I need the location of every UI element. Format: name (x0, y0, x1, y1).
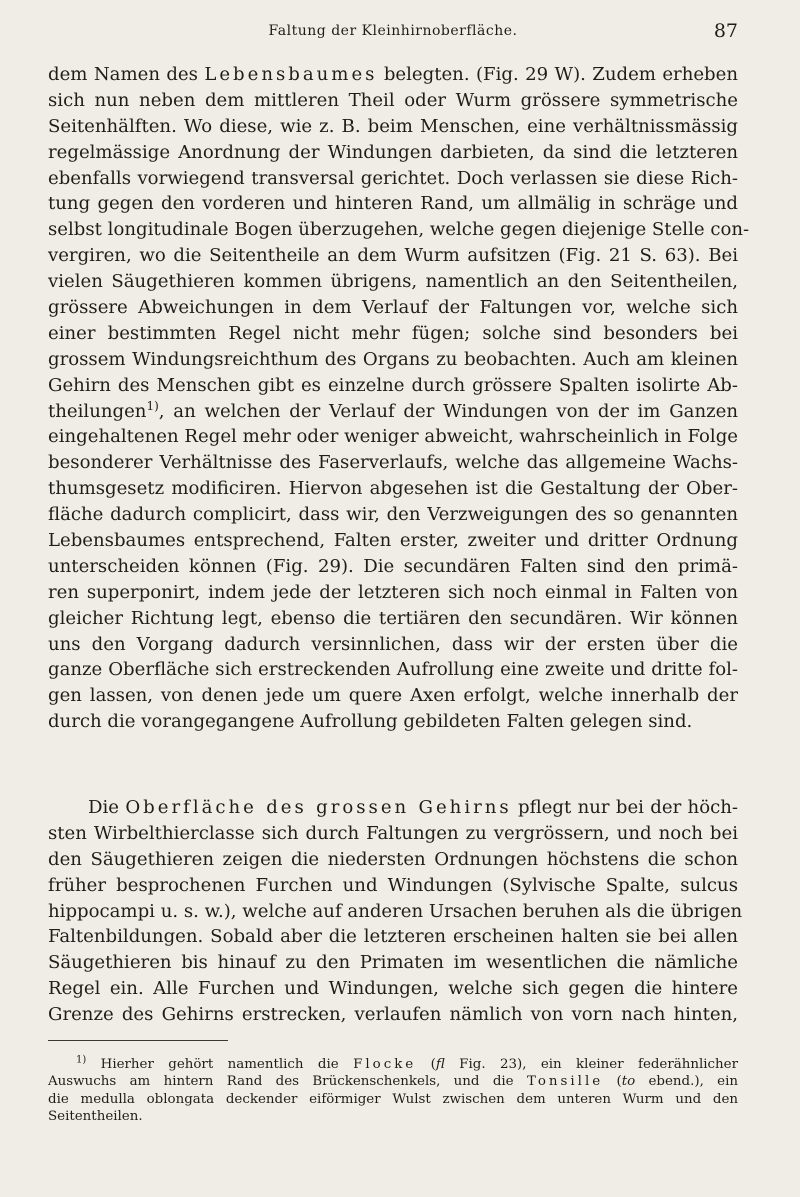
text-line: $^{1)}$ Hierher gehört namentlich die Flocke (fl Fig. 23), ein kleiner federähnlicher (76, 1054, 739, 1072)
paragraph-cerebrum-surface (48, 795, 743, 1028)
text-line: vielen Säugethieren kommen übrigens, namentlich an den Seitentheilen, (48, 271, 738, 293)
text-line: Lebensbaumes entsprechend, Falten erster, zweiter und dritter Ordnung (48, 530, 738, 552)
text-line: selbst longitudinale Bogen überzugehen, welche gegen diejenige Stelle con- (48, 219, 750, 241)
text-line: Seitentheilen. (48, 1108, 143, 1124)
text-line: regelmässige Anordnung der Windungen darbieten, da sind die letzteren (48, 141, 738, 163)
text-line: unterscheiden können (Fig. 29). Die secundären Falten sind den primä- (48, 555, 738, 577)
text-line: ebenfalls vorwiegend transversal gerichtet. Doch verlassen sie diese Rich- (48, 167, 738, 189)
text-line: Faltenbildungen. Sobald aber die letzteren erscheinen halten sie bei allen (48, 926, 738, 948)
text-line: uns den Vorgang dadurch versinnlichen, dass wir der ersten über die (48, 633, 738, 655)
text-line: Gehirn des Menschen gibt es einzelne durch grössere Spalten isolirte Ab- (48, 374, 738, 396)
running-head: Faltung der Kleinhirnoberfläche. (268, 23, 518, 39)
text-line: hippocampi u. s. w.), welche auf anderen Ursachen beruhen als die übrigen (48, 900, 743, 922)
text-line: Regel ein. Alle Furchen und Windungen, welche sich gegen die hintere (48, 978, 738, 1000)
text-line: Seitenhälften. Wo diese, wie z. B. beim Menschen, eine verhältnissmässig (48, 115, 738, 137)
paragraph-cerebellum-folding (48, 62, 750, 735)
page-number: 87 (713, 20, 738, 42)
footnote-reference: 1) (146, 398, 159, 413)
text-line: durch die vorangegangene Aufrollung gebildeten Falten gelegen sind. (48, 711, 693, 733)
emphasis-term: Flocke (353, 1057, 417, 1072)
page-header (48, 20, 738, 46)
text-line: gen lassen, von denen jede um quere Axen erfolgt, welche innerhalb der (48, 685, 738, 707)
text-line: besonderer Verhältnisse des Faserverlaufs, welche das allgemeine Wachs- (48, 452, 738, 474)
text-line: theilungen$^{1)}$, an welchen der Verlauf der Windungen von der im Ganzen (48, 398, 738, 422)
footnote-mark: 1) (76, 1054, 87, 1066)
text-line: tung gegen den vorderen und hinteren Rand, um allmälig in schräge und (48, 193, 738, 215)
footnote (48, 1056, 738, 1125)
text-line: ren superponirt, indem jede der letzteren sich noch einmal in Falten von (48, 581, 738, 603)
text-line: sten Wirbelthierclasse sich durch Faltungen zu vergrössern, und noch bei (48, 822, 738, 844)
emphasis-term: Oberfläche des grossen Gehirns (125, 797, 512, 818)
text-line: ganze Oberfläche sich erstreckenden Aufrollung eine zweite und dritte fol- (48, 659, 738, 681)
text-line: Die Oberfläche des grossen Gehirns pflegt nur bei der höch- (88, 797, 738, 818)
text-line: einer bestimmten Regel nicht mehr fügen; solche sind besonders bei (48, 322, 738, 344)
text-line: dem Namen des Lebensbaumes belegten. (Fig. 29 W). Zudem erheben (48, 64, 738, 85)
text-line: Säugethieren bis hinauf zu den Primaten im wesentlichen die nämliche (48, 952, 738, 974)
text-line: sich nun neben dem mittleren Theil oder Wurm grössere symmetrische (48, 89, 738, 111)
emphasis-term: Lebensbaumes (204, 64, 378, 85)
text-line: die medulla oblongata deckender eiförmiger Wulst zwischen dem unteren Wurm und den (48, 1091, 738, 1107)
emphasis-term: Tonsille (526, 1074, 604, 1090)
text-line: gleicher Richtung legt, ebenso die tertiären den secundären. Wir können (48, 607, 738, 629)
text-line: grossem Windungsreichthum des Organs zu beobachten. Auch am kleinen (48, 348, 738, 370)
text-line: eingehaltenen Regel mehr oder weniger abweicht, wahrscheinlich in Folge (48, 426, 738, 448)
text-line: thumsgesetz modificiren. Hiervon abgesehen ist die Gestaltung der Ober- (48, 478, 738, 500)
text-line: fläche dadurch complicirt, dass wir, den Verzweigungen des so genannten (48, 504, 738, 526)
text-line: vergiren, wo die Seitentheile an dem Wurm aufsitzen (Fig. 21 S. 63). Bei (48, 245, 738, 267)
footnote-divider (48, 1040, 228, 1041)
text-line: grössere Abweichungen in dem Verlauf der Faltungen vor, welche sich (48, 297, 738, 319)
text-line: den Säugethieren zeigen die niedersten Ordnungen höchstens die schon (48, 848, 738, 870)
text-line: früher besprochenen Furchen und Windungen (Sylvische Spalte, sulcus (48, 874, 738, 896)
text-line: Auswuchs am hintern Rand des Brückenschenkels, und die Tonsille (to ebend.), ein (48, 1074, 739, 1090)
text-line: Grenze des Gehirns erstrecken, verlaufen nämlich von vorn nach hinten, (48, 1004, 738, 1026)
